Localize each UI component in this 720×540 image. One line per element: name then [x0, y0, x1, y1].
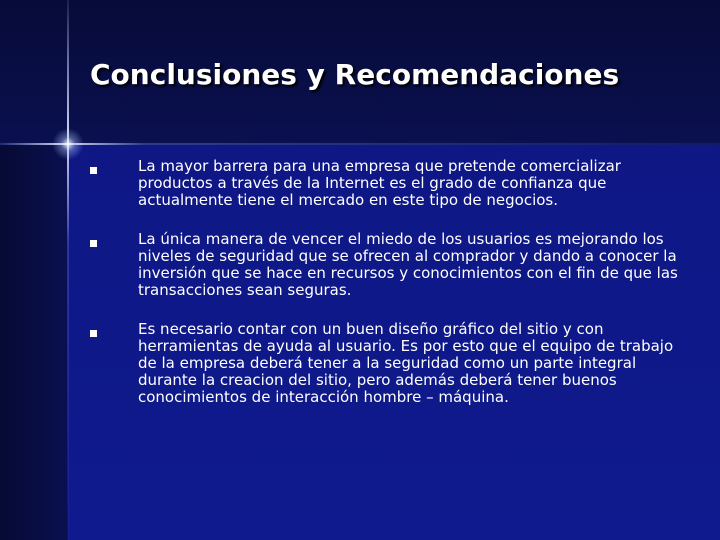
bullet-list	[90, 158, 680, 428]
slide-title: Conclusiones y Recomendaciones	[90, 58, 620, 91]
sparkle-vertical-line	[67, 0, 69, 540]
bullet-square-icon	[90, 240, 97, 247]
bullet-text: Es necesario contar con un buen diseño gráfico del sitio y con herramientas de ayuda al usuario. Es por esto que el equipo de trabajo de la empresa deberá tener a la seguridad como un parte integral durante la creacion del sitio, pero además deberá tener buenos conocimientos de interacción hombre – máquina.	[138, 320, 674, 406]
bullet-square-icon	[90, 330, 97, 337]
bullet-item-1	[90, 158, 680, 209]
sparkle-horizontal-line	[0, 143, 720, 145]
bullet-text: La mayor barrera para una empresa que pretende comercializar productos a través de la Internet es el grado de confianza que actualmente tiene el mercado en este tipo de negocios.	[138, 157, 621, 209]
bullet-item-2	[90, 231, 680, 299]
left-band	[0, 145, 68, 540]
bullet-square-icon	[90, 167, 97, 174]
bullet-text: La única manera de vencer el miedo de los usuarios es mejorando los niveles de seguridad que se ofrecen al comprador y dando a conocer la inversión que se hace en recursos y conocimientos con el fin de que las transacciones sean seguras.	[138, 230, 678, 299]
sparkle-star-icon	[52, 128, 84, 160]
bullet-item-3	[90, 321, 680, 406]
